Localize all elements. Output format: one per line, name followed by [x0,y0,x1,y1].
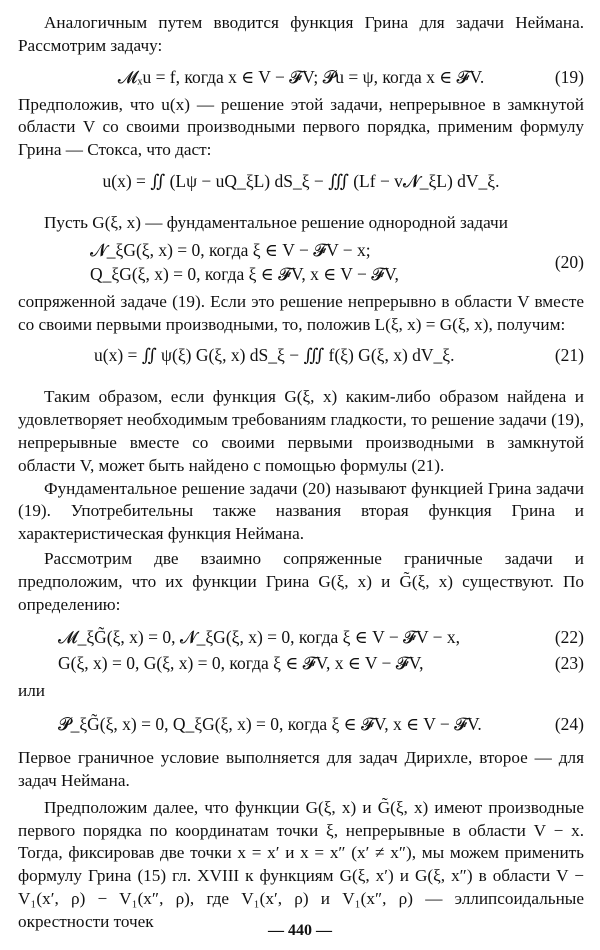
equation-19-number: (19) [554,66,584,87]
equation-21 [18,344,584,380]
equation-20-line-2: Q_ξG(ξ, x) = 0, когда ξ ∈ 𝓕V, x ∈ V − 𝓕V, [90,263,399,284]
equation-20-line-1: 𝓝_ξG(ξ, x) = 0, когда ξ ∈ V − 𝓕V − x; [90,239,371,260]
equation-23-body: G(ξ, x) = 0, G(ξ, x) = 0, когда ξ ∈ 𝓕V, x ∈ V − 𝓕V, [58,653,424,674]
equation-20 [18,239,584,287]
page-number: — 440 — [268,922,332,939]
equation-24-number: (24) [554,714,584,735]
paragraph-4: сопряженной задаче (19). Если это решение непрерывно в области V вместе со своими первыми производными, то, положив L(ξ, x) = G(ξ, x), получим: [18,291,584,334]
equation-green-stokes [18,170,584,204]
equation-24-body: 𝓟_ξG̃(ξ, x) = 0, Q_ξG(ξ, x) = 0, когда ξ ∈ 𝓕V, x ∈ V − 𝓕V. [58,714,482,735]
equation-green-stokes-body: u(x) = ∬ (Lψ − uQ_ξL) dS_ξ − ∭ (Lf − v𝓝_ξL) dV_ξ. [102,170,500,191]
equation-22 [18,626,584,648]
paragraph-1: Аналогичным путем вводится функция Грина для задачи Неймана. Рассмотрим задачу: [18,13,584,55]
equation-21-body: u(x) = ∬ ψ(ξ) G(ξ, x) dS_ξ − ∭ f(ξ) G(ξ, x) dV_ξ. [94,345,455,366]
page-content [18,6,584,934]
paragraph-3: Пусть G(ξ, x) — фундаментальное решение однородной задачи [44,212,508,232]
equation-23 [18,652,584,674]
equation-22-number: (22) [554,627,584,648]
paragraph-6: Фундаментальное решение задачи (20) называют функцией Грина задачи (19). Употребительны также названия вторая функция Грина и характеристическая функция Неймана. [18,478,584,544]
paragraph-9: Первое граничное условие выполняется для задач Дирихле, второе — для задач Неймана. [18,748,584,790]
paragraph-5: Таким образом, если функция G(ξ, x) каким-либо образом найдена и удовлетворяет необходимым требованиям гладкости, то решение задачи (19), непрерывные вместе со своими первыми производными в замкнутой области V, может быть найдено с помощью формулы (21). [18,387,584,475]
equation-24 [18,713,584,735]
paragraph-7: Рассмотрим две взаимно сопряженные граничные задачи и предположим, что их функции Грина G(ξ, x) и G̃(ξ, x) существуют. По определению: [18,548,584,614]
equation-20-number: (20) [554,251,584,272]
paragraph-8: или [18,681,45,701]
paragraph-10: Предположим далее, что функции G(ξ, x) и G̃(ξ, x) имеют производные первого порядка по координатам точки ξ, непрерывные в области V − x. Тогда, фиксировав две точки x = x′ и x = x″ (x′ ≠ x″), мы можем применить формулу Грина (15) гл. XVIII к функциям G(ξ, x′) и G(ξ, x″) в области V − V₁(x′, ρ) − V₁(x″, ρ), где V₁(x′, ρ) и V₁(x″, ρ) — эллипсоидальные окрестности точек [18,797,584,931]
equation-19-body: 𝓜ₓu = f, когда x ∈ V − 𝓕V; 𝓟u = ψ, когда x ∈ 𝓕V. [117,66,485,87]
paragraph-2: Предположив, что u(x) — решение этой задачи, непрерывное в замкнутой области V со своими производными первого порядка, применим формулу Грина — Стокса, что даст: [18,94,584,160]
equation-22-body: 𝓜_ξG̃(ξ, x) = 0, 𝓝_ξG(ξ, x) = 0, когда ξ ∈ V − 𝓕V − x, [58,627,461,648]
equation-21-number: (21) [554,345,584,366]
equation-23-number: (23) [554,653,584,674]
equation-19 [18,66,584,88]
